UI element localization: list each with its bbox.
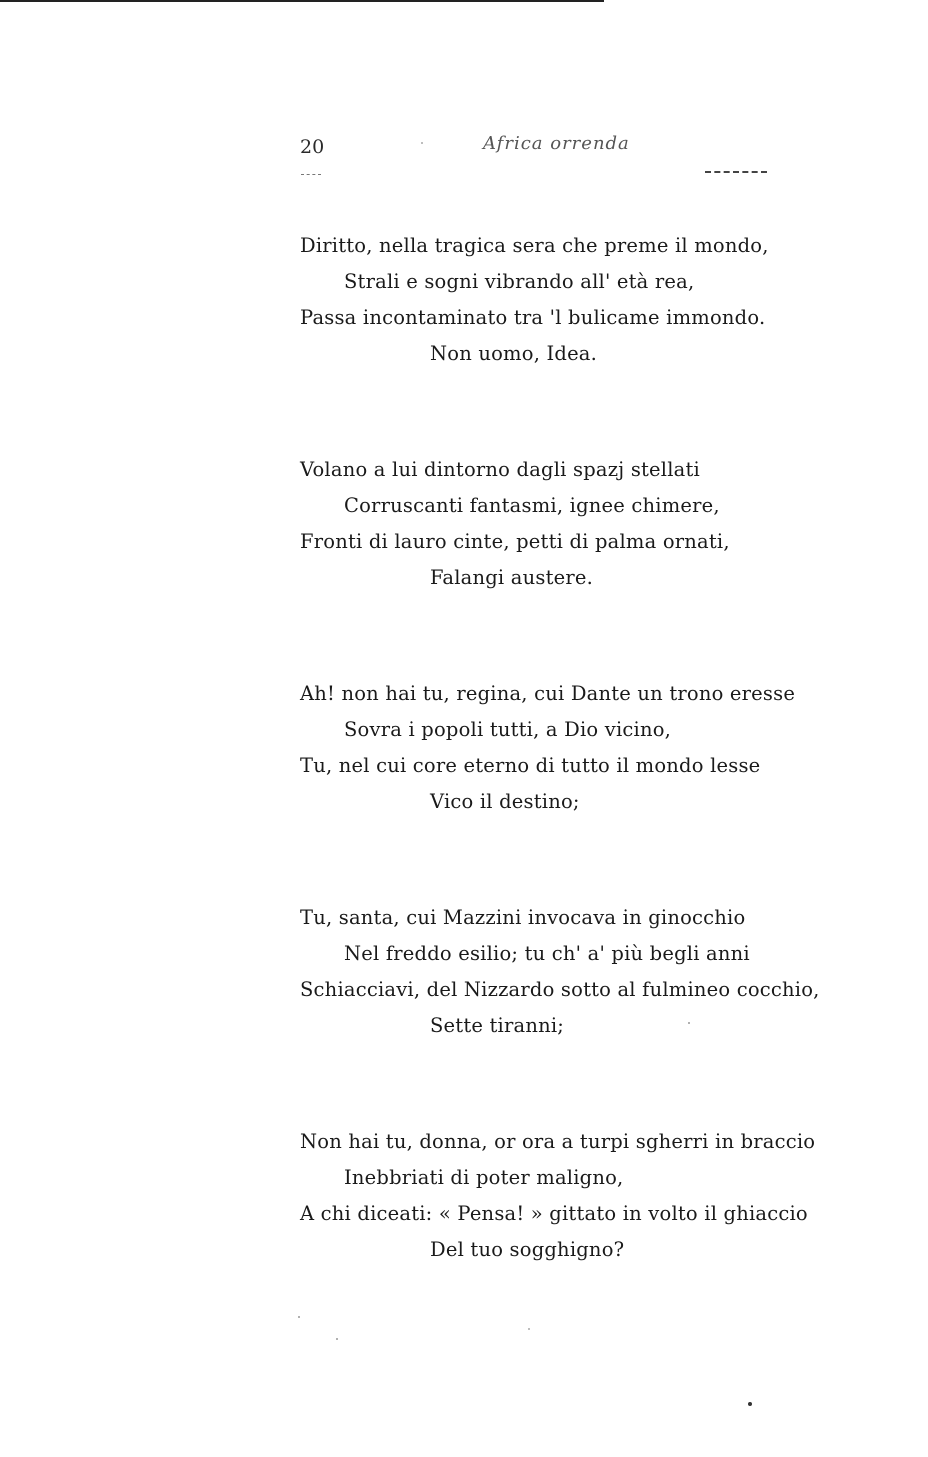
scan-speck: [421, 142, 423, 144]
page-number: 20: [300, 136, 325, 158]
scan-speck: [528, 1328, 530, 1330]
verse-line: Inebbriati di poter maligno,: [344, 1166, 624, 1189]
verse-line: Schiacciavi, del Nizzardo sotto al fulmineo cocchio,: [300, 978, 820, 1001]
verse-line: Sette tiranni;: [430, 1014, 565, 1037]
scan-speck: [298, 1316, 300, 1318]
verse-line: Sovra i popoli tutti, a Dio vicino,: [344, 718, 672, 741]
verse-line: Vico il destino;: [430, 790, 580, 813]
verse-line: Passa incontaminato tra 'l bulicame immondo.: [300, 306, 766, 329]
running-title: Africa orrenda: [483, 133, 630, 154]
header-rule-right: [705, 171, 767, 175]
stanza-1: [300, 228, 860, 372]
verse-line: Tu, nel cui core eterno di tutto il mondo lesse: [300, 754, 761, 777]
header-rule-left: [301, 174, 321, 176]
stanza-5: [300, 1124, 860, 1268]
scan-speck: [688, 1022, 690, 1024]
poem: [300, 228, 860, 1348]
verse-line: Corruscanti fantasmi, ignee chimere,: [344, 494, 720, 517]
stanza-2: [300, 452, 860, 596]
stanza-4: [300, 900, 860, 1044]
verse-line: Falangi austere.: [430, 566, 593, 589]
scan-speck: [336, 1338, 338, 1340]
verse-line: Fronti di lauro cinte, petti di palma ornati,: [300, 530, 730, 553]
verse-line: Strali e sogni vibrando all' età rea,: [344, 270, 695, 293]
verse-line: Tu, santa, cui Mazzini invocava in ginocchio: [300, 906, 746, 929]
stanza-3: [300, 676, 860, 820]
verse-line: Ah! non hai tu, regina, cui Dante un trono eresse: [300, 682, 796, 705]
scan-speck: [748, 1402, 752, 1406]
verse-line: Diritto, nella tragica sera che preme il mondo,: [300, 234, 769, 257]
verse-line: Non hai tu, donna, or ora a turpi sgherri in braccio: [300, 1130, 816, 1153]
verse-line: Nel freddo esilio; tu ch' a' più begli anni: [344, 942, 750, 965]
verse-line: Volano a lui dintorno dagli spazj stellati: [300, 458, 700, 481]
verse-line: A chi diceati: « Pensa! » gittato in volto il ghiaccio: [300, 1202, 808, 1225]
verse-line: Non uomo, Idea.: [430, 342, 598, 365]
top-rule: [0, 0, 604, 2]
verse-line: Del tuo sogghigno?: [430, 1238, 625, 1261]
